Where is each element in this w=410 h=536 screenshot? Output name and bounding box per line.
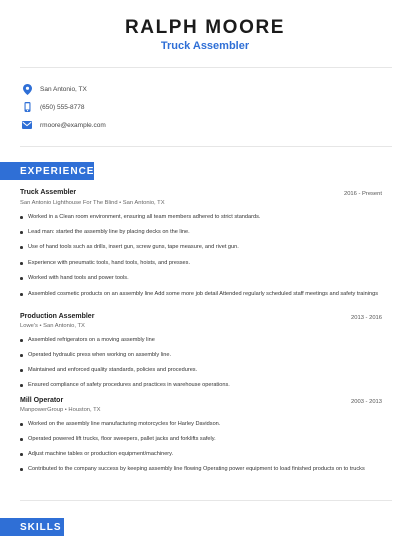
job-company: Lowe's • San Antonio, TX — [20, 323, 85, 329]
job-bullet: Worked on the assembly line manufacturing motorcycles for Harley Davidson. — [20, 420, 378, 429]
job-bullet: Use of hand tools such as drills, insert gun, screw guns, tape measure, and rivet gun. — [20, 243, 378, 252]
job-bullet: Maintained and enforced quality standards, policies and procedures. — [20, 366, 378, 375]
job-bullet: Experience with pneumatic tools, hand tools, hoists, and presses. — [20, 259, 378, 268]
map-pin-icon — [20, 82, 34, 96]
experience-divider — [20, 500, 392, 501]
job-bullet: Worked with hand tools and power tools. — [20, 274, 378, 283]
job-bullet: Assembled refrigerators on a moving assembly line — [20, 336, 378, 345]
job-bullet: Adjust machine tables or production equipment/machinery. — [20, 450, 378, 459]
contact-location — [20, 81, 87, 97]
job-bullet: Contributed to the company success by keeping assembly line flowing Operating power equipment to load finished products on to trucks — [20, 465, 378, 474]
job-bullet: Lead man: started the assembly line by placing decks on the line. — [20, 228, 378, 237]
job-title: Truck Assembler — [20, 189, 77, 196]
job-bullet: Worked in a Clean room environment, ensuring all team members adhered to strict standards. — [20, 213, 378, 222]
contact-email-text[interactable]: rmoore@example.com — [40, 121, 106, 129]
job-title: Production Assembler — [20, 313, 95, 320]
phone-icon — [20, 100, 34, 114]
contact-phone — [20, 99, 84, 115]
job-company: ManpowerGroup • Houston, TX — [20, 407, 101, 413]
section-heading-experience: EXPERIENCE — [0, 162, 94, 180]
job-dates: 2013 - 2016 — [351, 315, 382, 321]
contact-divider — [20, 146, 392, 147]
job-company: San Antonio Lighthouse For The Blind • San Antonio, TX — [20, 200, 165, 206]
job-bullet: Assembled cosmetic products on an assembly line Add some more job detail Attended regularly scheduled staff meetings and safety trainings — [20, 290, 378, 299]
contact-location-text: San Antonio, TX — [40, 85, 87, 93]
job-bullet: Operated hydraulic press when working on assembly line. — [20, 351, 378, 360]
job-title: Mill Operator — [20, 397, 64, 404]
job-bullet: Ensured compliance of safety procedures and practices in warehouse operations. — [20, 381, 378, 390]
contact-email[interactable] — [20, 117, 106, 133]
job-dates: 2003 - 2013 — [351, 399, 382, 405]
job-bullet: Operated powered lift trucks, floor sweepers, pallet jacks and forklifts safely. — [20, 435, 378, 444]
contact-phone-text: (650) 555-8778 — [40, 103, 85, 111]
header-divider — [20, 67, 392, 68]
candidate-name: RALPH MOORE — [124, 17, 286, 38]
job-dates: 2016 - Present — [343, 191, 382, 197]
section-heading-skills: SKILLS — [0, 518, 64, 536]
candidate-title: Truck Assembler — [160, 40, 250, 52]
email-icon — [20, 118, 34, 132]
